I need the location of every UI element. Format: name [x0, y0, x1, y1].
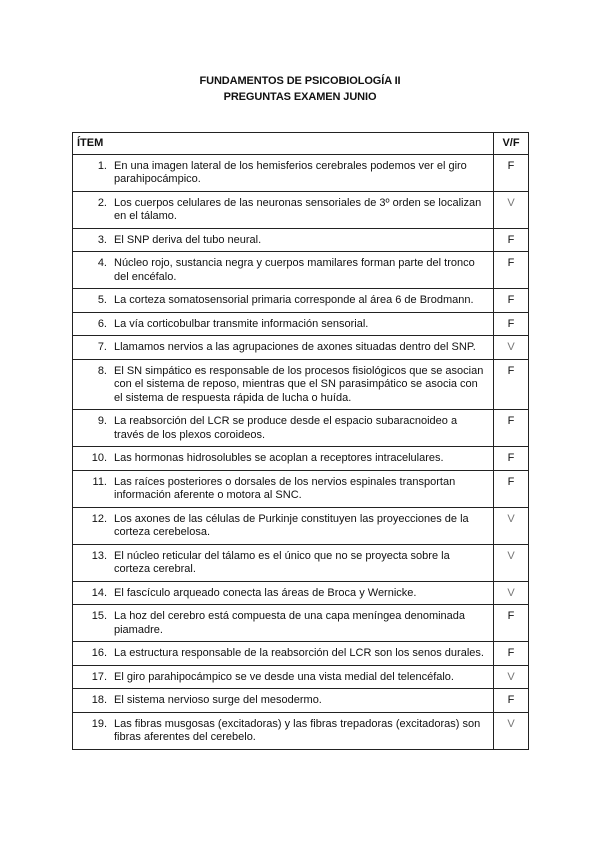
- question-text: El SNP deriva del tubo neural.: [114, 233, 262, 246]
- question-cell: [73, 642, 494, 666]
- question-text: Las hormonas hidrosolubles se acoplan a receptores intracelulares.: [114, 452, 444, 464]
- question-number: 5.: [97, 294, 107, 306]
- question-cell: [73, 289, 494, 313]
- answer-cell: F: [494, 312, 529, 336]
- table-row: [73, 410, 529, 447]
- question-cell: [73, 665, 494, 689]
- table-row: [73, 359, 529, 410]
- question-number: 16.: [91, 647, 107, 659]
- question-number: 12.: [91, 512, 107, 525]
- answer-cell: F: [494, 470, 529, 507]
- question-cell: [73, 470, 494, 507]
- answer-cell: F: [494, 605, 529, 642]
- answer-cell: V: [494, 544, 529, 581]
- question-text: La reabsorción del LCR se produce desde el espacio subaracnoideo a través de los plexos coroideos.: [114, 415, 458, 441]
- question-cell: [73, 581, 494, 605]
- question-number: 7.: [97, 341, 107, 353]
- question-text: El núcleo reticular del tálamo es el único que no se proyecta sobre la corteza cerebral.: [114, 549, 450, 575]
- question-text: Las raíces posteriores o dorsales de los nervios espinales transportan información aferente o motora al SNC.: [114, 475, 456, 501]
- answer-cell: F: [494, 289, 529, 313]
- table-row: [73, 289, 529, 313]
- answer-cell: F: [494, 154, 529, 191]
- question-text: Los cuerpos celulares de las neuronas sensoriales de 3º orden se localizan en el tálamo.: [114, 196, 482, 222]
- answer-cell: V: [494, 336, 529, 360]
- question-number: 13.: [91, 549, 107, 562]
- question-cell: [73, 712, 494, 749]
- question-text: Los axones de las células de Purkinje constituyen las proyecciones de la corteza cerebelosa.: [114, 512, 469, 538]
- table-row: [73, 665, 529, 689]
- question-number: 19.: [91, 717, 107, 730]
- table-row: [73, 228, 529, 252]
- table-row: [73, 689, 529, 713]
- question-cell: [73, 359, 494, 410]
- answer-cell: V: [494, 581, 529, 605]
- question-text: El giro parahipocámpico se ve desde una vista medial del telencéfalo.: [114, 670, 454, 683]
- question-number: 17.: [91, 670, 107, 683]
- question-cell: [73, 447, 494, 471]
- question-number: 1.: [97, 159, 107, 172]
- question-text: Las fibras musgosas (excitadoras) y las fibras trepadoras (excitadoras) son fibras aferentes del cerebelo.: [114, 717, 481, 743]
- question-number: 15.: [91, 610, 107, 622]
- table-row: [73, 712, 529, 749]
- question-cell: [73, 191, 494, 228]
- answer-cell: F: [494, 689, 529, 713]
- question-number: 9.: [97, 415, 107, 427]
- question-text: La vía corticobulbar transmite información sensorial.: [114, 317, 369, 330]
- table-row: [73, 312, 529, 336]
- question-cell: [73, 507, 494, 544]
- table-row: [73, 252, 529, 289]
- answer-cell: V: [494, 507, 529, 544]
- question-cell: [73, 689, 494, 713]
- question-text: La corteza somatosensorial primaria corresponde al área 6 de Brodmann.: [114, 294, 474, 306]
- answer-cell: F: [494, 447, 529, 471]
- table-row: [73, 447, 529, 471]
- question-cell: [73, 410, 494, 447]
- question-cell: [73, 605, 494, 642]
- question-text: En una imagen lateral de los hemisferios cerebrales podemos ver el giro parahipocámpico.: [114, 159, 467, 185]
- answer-cell: F: [494, 642, 529, 666]
- table-row: [73, 507, 529, 544]
- question-number: 14.: [91, 586, 107, 599]
- title-line-1: FUNDAMENTOS DE PSICOBIOLOGÍA II: [199, 75, 401, 87]
- answer-cell: F: [494, 410, 529, 447]
- table-row: [73, 642, 529, 666]
- question-number: 6.: [97, 317, 107, 330]
- question-number: 2.: [97, 196, 107, 209]
- question-cell: [73, 252, 494, 289]
- answer-cell: F: [494, 228, 529, 252]
- document-title: [0, 73, 600, 105]
- question-text: Núcleo rojo, sustancia negra y cuerpos mamilares forman parte del tronco del encéfalo.: [114, 257, 475, 283]
- answer-cell: F: [494, 252, 529, 289]
- table-row: [73, 470, 529, 507]
- question-text: El SN simpático es responsable de los procesos fisiológicos que se asocian con el sistema de reposo, mientras que el SN parasimpático se asocia con el sistema de respuesta rápida de lucha o huída.: [114, 364, 484, 404]
- table-row: [73, 191, 529, 228]
- answer-cell: V: [494, 712, 529, 749]
- column-header-item: ÍTEM: [73, 133, 494, 155]
- table-row: [73, 154, 529, 191]
- question-number: 8.: [97, 364, 107, 377]
- question-cell: [73, 336, 494, 360]
- question-cell: [73, 228, 494, 252]
- question-number: 3.: [97, 233, 107, 246]
- table-row: [73, 544, 529, 581]
- answer-cell: V: [494, 191, 529, 228]
- table-row: [73, 336, 529, 360]
- title-line-2: PREGUNTAS EXAMEN JUNIO: [223, 91, 377, 103]
- question-number: 11.: [92, 475, 107, 488]
- column-header-vf: V/F: [494, 133, 529, 155]
- answer-cell: F: [494, 359, 529, 410]
- question-text: El fascículo arqueado conecta las áreas de Broca y Wernicke.: [114, 586, 417, 599]
- questions-table: [72, 132, 529, 750]
- question-text: La estructura responsable de la reabsorción del LCR son los senos durales.: [114, 647, 484, 659]
- question-number: 4.: [97, 257, 107, 269]
- question-cell: [73, 312, 494, 336]
- table-row: [73, 581, 529, 605]
- question-number: 10.: [91, 452, 107, 464]
- table-header-row: [73, 133, 529, 155]
- question-cell: [73, 154, 494, 191]
- question-text: Llamamos nervios a las agrupaciones de axones situadas dentro del SNP.: [114, 341, 476, 353]
- table-row: [73, 605, 529, 642]
- question-text: El sistema nervioso surge del mesodermo.: [114, 694, 322, 706]
- question-number: 18.: [91, 694, 107, 706]
- answer-cell: V: [494, 665, 529, 689]
- question-cell: [73, 544, 494, 581]
- question-text: La hoz del cerebro está compuesta de una capa meníngea denominada piamadre.: [114, 610, 466, 636]
